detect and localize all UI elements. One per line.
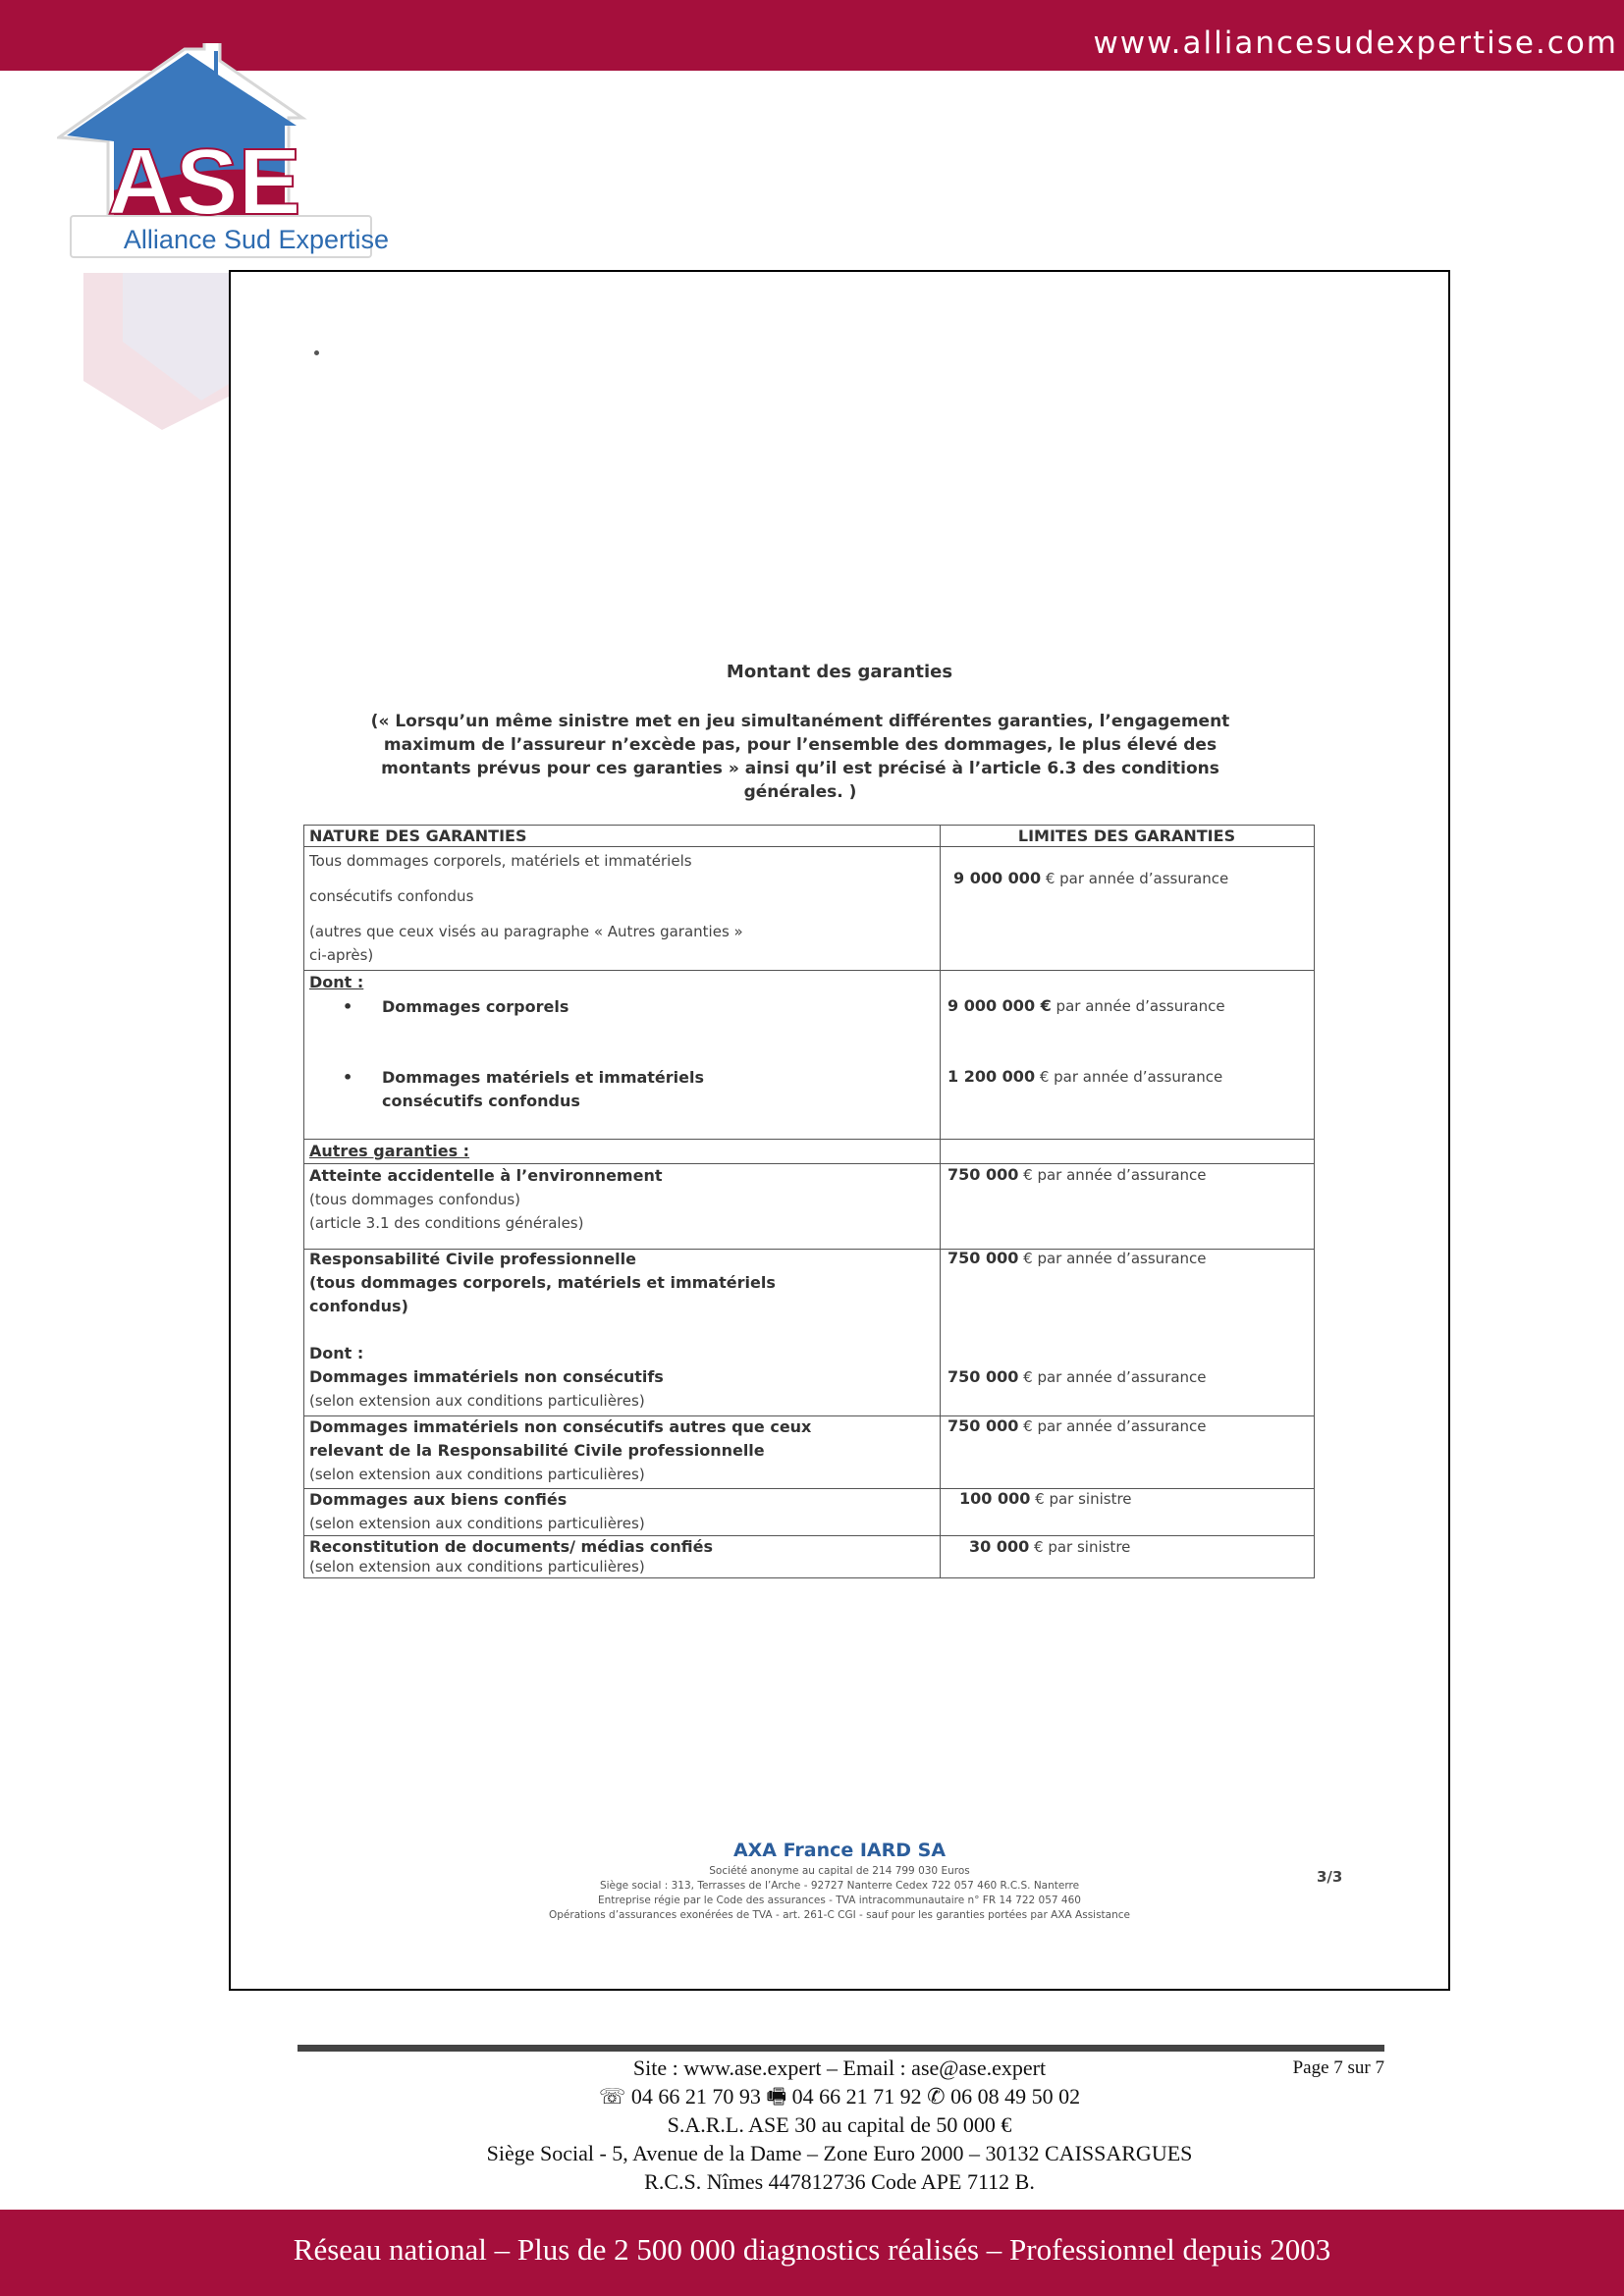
row1-unit: € par année d’assurance [1041, 870, 1229, 887]
guarantees-table [303, 825, 1315, 1578]
rc-sub-line2: (selon extension aux conditions particulières) [309, 1392, 645, 1410]
bottom-banner [0, 2210, 1624, 2296]
biens-line1: Dommages aux biens confiés [309, 1490, 568, 1509]
row1-line2: consécutifs confondus [309, 887, 474, 905]
footer-divider [298, 2045, 1384, 2052]
imm-amount: 750 000 [947, 1416, 1019, 1435]
insurer-details [231, 1864, 1448, 1923]
docs-line2: (selon extension aux conditions particulières) [309, 1558, 645, 1575]
rc-line1: Responsabilité Civile professionnelle [309, 1250, 636, 1268]
document-title: Montant des garanties [726, 662, 953, 682]
footer-rcs: R.C.S. Nîmes 447812736 Code APE 7112 B. [644, 2169, 1035, 2194]
env-line2: (tous dommages confondus) [309, 1191, 521, 1208]
imm-line2: relevant de la Responsabilité Civile professionnelle [309, 1441, 765, 1460]
docs-unit: € par sinistre [1029, 1538, 1131, 1556]
document-intro: (« Lorsqu’un même sinistre met en jeu simultanément différentes garanties, l’engagement maximum de l’assureur n’excède pas, pour l’ensemble des dommages, le plus élevé des montants prévus pour ces garanties » ainsi qu’il est précisé à l’article 6.3 des conditions générales. ) [370, 712, 1230, 802]
env-limit [947, 1164, 1207, 1186]
rc-unit: € par année d’assurance [1018, 1250, 1207, 1267]
docs-line1: Reconstitution de documents/ médias confiés [309, 1537, 713, 1556]
rc-sub-amount: 750 000 [947, 1367, 1019, 1386]
bullet1-limit [947, 995, 1225, 1017]
biens-unit: € par sinistre [1030, 1490, 1132, 1508]
rc-dont: Dont : [309, 1344, 364, 1362]
env-amount: 750 000 [947, 1165, 1019, 1184]
env-unit: € par année d’assurance [1018, 1166, 1207, 1184]
imm-line1: Dommages immatériels non consécutifs autres que ceux [309, 1417, 812, 1436]
website-url[interactable]: www.alliancesudexpertise.com [1093, 26, 1618, 61]
inner-page-number: 3/3 [1317, 1868, 1343, 1886]
docs-limit [969, 1536, 1130, 1558]
insurer-line-2: Siège social : 313, Terrasses de l’Arche - 92727 Nanterre Cedex 722 057 460 R.C.S. Nanterre [599, 1880, 1080, 1892]
rc-sub-limit [947, 1366, 1207, 1388]
bullet2-amount: 1 200 000 [947, 1067, 1036, 1086]
bullet2-limit [947, 1066, 1222, 1088]
insurer-line-3: Entreprise régie par le Code des assurances - TVA intracommunautaire n° FR 14 722 057 460 [598, 1895, 1081, 1906]
footer-company: S.A.R.L. ASE 30 au capital de 50 000 € [667, 2112, 1012, 2137]
scanned-document-page [229, 270, 1450, 1991]
logo-company-name: Alliance Sud Expertise [123, 225, 390, 254]
bullet1-label: Dommages corporels [382, 997, 569, 1016]
env-title: Atteinte accidentelle à l’environnement [309, 1166, 663, 1185]
autres-label: Autres garanties : [309, 1142, 470, 1160]
row1-amount: 9 000 000 [953, 869, 1042, 887]
footer-phones: ☏ 04 66 21 70 93 🖷 04 66 21 71 92 ✆ 06 08 49 50 02 [598, 2084, 1081, 2109]
dont-label: Dont : [309, 973, 364, 991]
rc-sub-line1: Dommages immatériels non consécutifs [309, 1367, 664, 1386]
row1-line4: ci-après) [309, 946, 374, 964]
insurer-line-1: Société anonyme au capital de 214 799 030 Euros [709, 1865, 970, 1877]
footer-page-number: Page 7 sur 7 [1292, 2057, 1384, 2078]
bullet1-amount: 9 000 000 € [947, 996, 1052, 1015]
imm-limit [947, 1415, 1207, 1437]
biens-line2: (selon extension aux conditions particulières) [309, 1515, 645, 1532]
rc-limit [947, 1248, 1207, 1269]
bullet2-marker: • [343, 1068, 353, 1087]
bottom-slogan: Réseau national – Plus de 2 500 000 diagnostics réalisés – Professionnel depuis 2003 [293, 2232, 1331, 2267]
row1-limit [953, 868, 1228, 889]
logo-acronym: ASE [107, 130, 301, 235]
insurer-line-4: Opérations d’assurances exonérées de TVA - art. 261-C CGI - sauf pour les garanties portées par AXA Assistance [548, 1909, 1130, 1921]
docs-amount: 30 000 [969, 1537, 1030, 1556]
env-line3: (article 3.1 des conditions générales) [309, 1214, 584, 1232]
bullet2-line2: consécutifs confondus [382, 1092, 580, 1110]
row1-line3: (autres que ceux visés au paragraphe « Autres garanties » [309, 923, 743, 940]
bullet1-marker: • [343, 997, 353, 1016]
rc-amount: 750 000 [947, 1249, 1019, 1267]
footer [295, 2054, 1384, 2196]
rc-sub-unit: € par année d’assurance [1018, 1368, 1207, 1386]
imm-line3: (selon extension aux conditions particulières) [309, 1466, 645, 1483]
biens-limit [959, 1488, 1132, 1510]
imm-unit: € par année d’assurance [1018, 1417, 1207, 1435]
rc-line2: (tous dommages corporels, matériels et immatériels [309, 1273, 776, 1292]
column-header-nature: NATURE DES GARANTIES [309, 827, 527, 845]
biens-amount: 100 000 [959, 1489, 1031, 1508]
row1-line1: Tous dommages corporels, matériels et immatériels [309, 852, 692, 870]
scan-speck [314, 350, 319, 355]
bullet1-unit: par année d’assurance [1051, 997, 1225, 1015]
rc-line3: confondus) [309, 1297, 408, 1315]
footer-site-email: Site : www.ase.expert – Email : ase@ase.expert [632, 2056, 1047, 2080]
footer-address: Siège Social - 5, Avenue de la Dame – Zone Euro 2000 – 30132 CAISSARGUES [486, 2141, 1193, 2165]
insurer-name: AXA France IARD SA [732, 1840, 947, 1861]
column-header-limits: LIMITES DES GARANTIES [1017, 827, 1236, 845]
bullet2-line1: Dommages matériels et immatériels [382, 1068, 705, 1087]
bullet2-unit: € par année d’assurance [1035, 1068, 1223, 1086]
